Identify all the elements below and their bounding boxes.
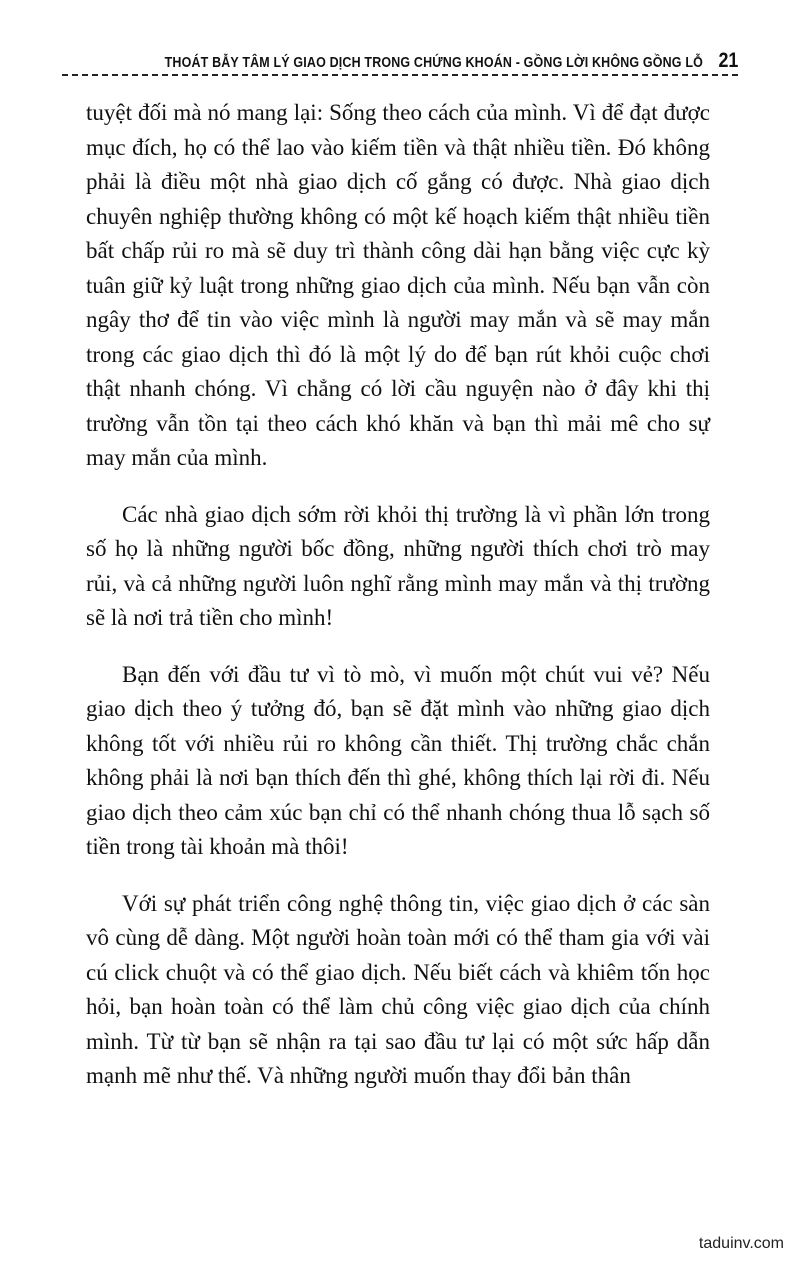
header-divider [62, 74, 738, 76]
running-header [62, 36, 738, 72]
paragraph-1: tuyệt đối mà nó mang lại: Sống theo cách của mình. Vì để đạt được mục đích, họ có thể lao vào kiếm tiền và thật nhiều tiền. Đó không phải là điều một nhà giao dịch cố gắng có được. Nhà giao dịch chuyên nghiệp thường không có một kế hoạch kiếm thật nhiều tiền bất chấp rủi ro mà sẽ duy trì thành công dài hạn bằng việc cực kỳ tuân giữ kỷ luật trong những giao dịch của mình. Nếu bạn vẫn còn ngây thơ để tin vào việc mình là người may mắn và sẽ may mắn trong các giao dịch thì đó là một lý do để bạn rút khỏi cuộc chơi thật nhanh chóng. Vì chẳng có lời cầu nguyện nào ở đây khi thị trường vẫn tồn tại theo cách khó khăn và bạn thì mải mê cho sự may mắn của mình. [86, 100, 710, 470]
body-text [86, 96, 710, 1116]
paragraph-3: Bạn đến với đầu tư vì tò mò, vì muốn một chút vui vẻ? Nếu giao dịch theo ý tưởng đó, bạn sẽ đặt mình vào những giao dịch không tốt với nhiều rủi ro không cần thiết. Thị trường chắc chắn không phải là nơi bạn thích đến thì ghé, không thích lại rời đi. Nếu giao dịch theo cảm xúc bạn chỉ có thể nhanh chóng thua lỗ sạch số tiền trong tài khoản mà thôi! [86, 661, 710, 859]
page-number: 21 [718, 49, 738, 72]
paragraph-4: Với sự phát triển công nghệ thông tin, việc giao dịch ở các sàn vô cùng dễ dàng. Một người hoàn toàn mới có thể tham gia với vài cú click chuột và có thể giao dịch. Nếu biết cách và khiêm tốn học hỏi, bạn hoàn toàn có thể làm chủ công việc giao dịch của chính mình. Từ từ bạn sẽ nhận ra tại sao đầu tư lại có một sức hấp dẫn mạnh mẽ như thế. Và những người muốn thay đổi bản thân [86, 890, 710, 1088]
source-watermark: taduinv.com [698, 1235, 784, 1252]
running-title: THOÁT BẪY TÂM LÝ GIAO DỊCH TRONG CHỨNG KHOÁN - GỒNG LỜI KHÔNG GỒNG LỖ [164, 55, 703, 71]
paragraph-2: Các nhà giao dịch sớm rời khỏi thị trường là vì phần lớn trong số họ là những người bốc đồng, những người thích chơi trò may rủi, và cả những người luôn nghĩ rằng mình may mắn và thị trường sẽ là nơi trả tiền cho mình! [86, 501, 710, 630]
